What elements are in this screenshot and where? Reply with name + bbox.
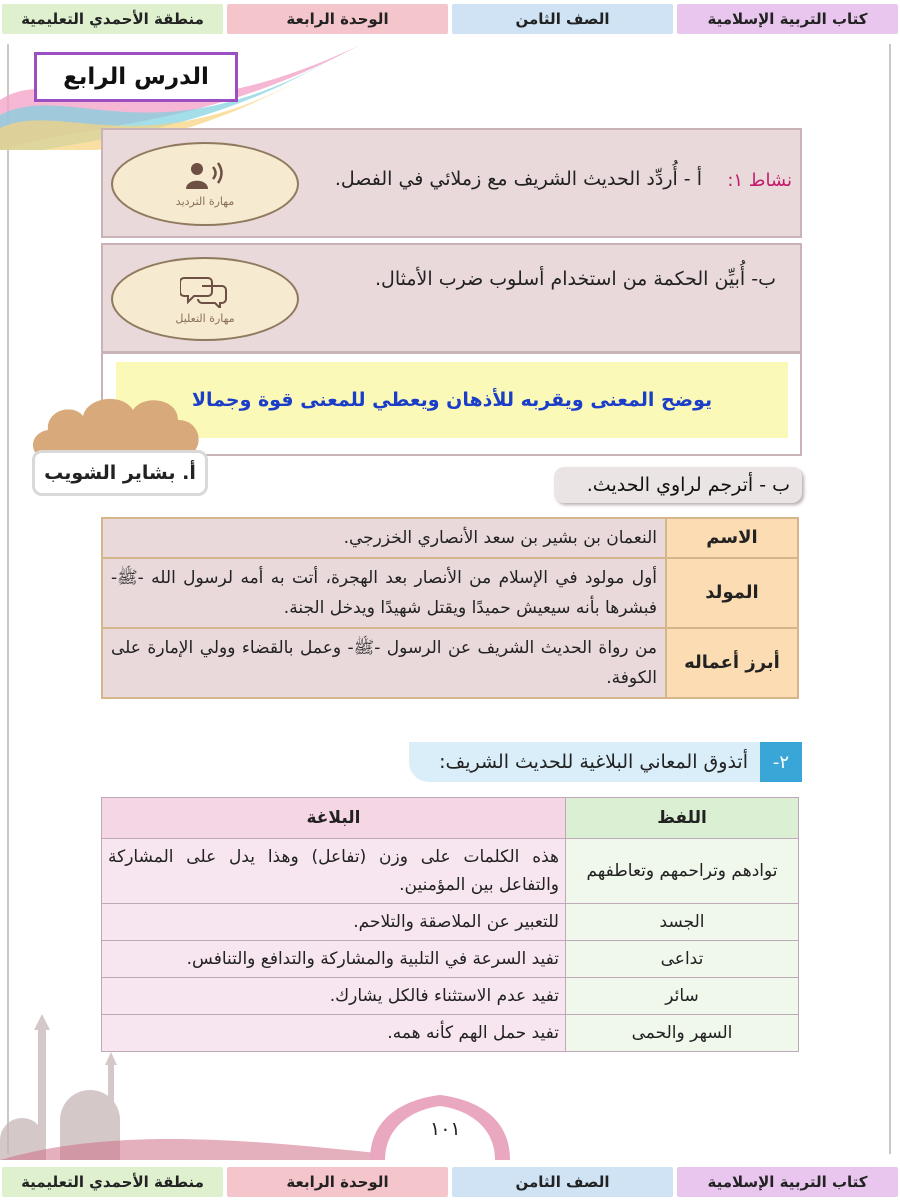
page-number: ١٠١ bbox=[430, 1118, 461, 1140]
bio-key: أبرز أعماله bbox=[666, 628, 798, 698]
footer-bar bbox=[0, 1167, 900, 1197]
rhetoric-cell: للتعبير عن الملاصقة والتلاحم. bbox=[102, 904, 566, 941]
table-row bbox=[102, 628, 798, 698]
header-bar bbox=[0, 4, 900, 34]
table-row bbox=[102, 941, 799, 978]
bio-key: المولد bbox=[666, 558, 798, 628]
word-cell: الجسد bbox=[566, 904, 799, 941]
table-header-row bbox=[102, 798, 799, 839]
rhetoric-cell: تفيد عدم الاستثناء فالكل يشارك. bbox=[102, 978, 566, 1015]
word-cell: السهر والحمى bbox=[566, 1015, 799, 1052]
rhetoric-cell: تفيد السرعة في التلبية والمشاركة والتدافع والتنافس. bbox=[102, 941, 566, 978]
lesson-title: الدرس الرابع bbox=[34, 52, 238, 102]
skill-badge-reasoning bbox=[111, 257, 299, 341]
activity-b-panel bbox=[101, 243, 802, 353]
footer-region: منطقة الأحمدي التعليمية bbox=[2, 1167, 223, 1197]
section-number: ٢- bbox=[760, 742, 802, 782]
skill-badge-repeat bbox=[111, 142, 299, 226]
left-border-line bbox=[7, 44, 9, 1154]
skill-label: مهارة الترديد bbox=[175, 194, 235, 208]
header-grade: الصف الثامن bbox=[452, 4, 673, 34]
header-region: منطقة الأحمدي التعليمية bbox=[2, 4, 223, 34]
activity-b-text: ب- أُبيِّن الحكمة من استخدام أسلوب ضرب الأمثال. bbox=[375, 268, 776, 290]
teacher-name-label: أ. بشاير الشويب bbox=[32, 450, 208, 496]
speaker-icon bbox=[183, 161, 227, 191]
activity-b-answer: يوضح المعنى ويقربه للأذهان ويعطي للمعنى قوة وجمالا bbox=[116, 362, 788, 438]
chat-bubbles-icon bbox=[180, 274, 230, 308]
column-header-rhetoric: البلاغة bbox=[102, 798, 566, 839]
header-unit: الوحدة الرابعة bbox=[227, 4, 448, 34]
header-book: كتاب التربية الإسلامية bbox=[677, 4, 898, 34]
table-row bbox=[102, 978, 799, 1015]
bio-value: النعمان بن بشير بن سعد الأنصاري الخزرجي. bbox=[102, 518, 666, 558]
word-cell: تداعى bbox=[566, 941, 799, 978]
footer-unit: الوحدة الرابعة bbox=[227, 1167, 448, 1197]
skill-label: مهارة التعليل bbox=[175, 311, 235, 325]
word-cell: توادهم وتراحمهم وتعاطفهم bbox=[566, 839, 799, 904]
table-row bbox=[102, 558, 798, 628]
activity-a-panel bbox=[101, 128, 802, 238]
activity-label: نشاط ١: bbox=[727, 170, 792, 191]
rhetoric-cell: تفيد حمل الهم كأنه همه. bbox=[102, 1015, 566, 1052]
rhetoric-cell: هذه الكلمات على وزن (تفاعل) وهذا يدل على المشاركة والتفاعل بين المؤمنين. bbox=[102, 839, 566, 904]
section-2-heading bbox=[409, 742, 802, 782]
bio-value: من رواة الحديث الشريف عن الرسول -ﷺ- وعمل بالقضاء وولي الإمارة على الكوفة. bbox=[102, 628, 666, 698]
narrator-prompt: ب - أترجم لراوي الحديث. bbox=[554, 467, 802, 503]
word-cell: سائر bbox=[566, 978, 799, 1015]
table-row bbox=[102, 904, 799, 941]
bio-key: الاسم bbox=[666, 518, 798, 558]
table-row bbox=[102, 518, 798, 558]
table-row bbox=[102, 839, 799, 904]
activity-a-text: أ - أُردِّد الحديث الشريف مع زملائي في الفصل. bbox=[334, 168, 702, 190]
column-header-word: اللفظ bbox=[566, 798, 799, 839]
footer-grade: الصف الثامن bbox=[452, 1167, 673, 1197]
right-border-line bbox=[889, 44, 891, 1154]
narrator-bio-table bbox=[101, 517, 799, 699]
bio-value: أول مولود في الإسلام من الأنصار بعد الهجرة، أتت به أمه لرسول الله -ﷺ- فبشرها بأنه سيعيش حميدًا ويقتل شهيدًا ويدخل الجنة. bbox=[102, 558, 666, 628]
footer-book: كتاب التربية الإسلامية bbox=[677, 1167, 898, 1197]
section-title: أتذوق المعاني البلاغية للحديث الشريف: bbox=[409, 742, 760, 782]
